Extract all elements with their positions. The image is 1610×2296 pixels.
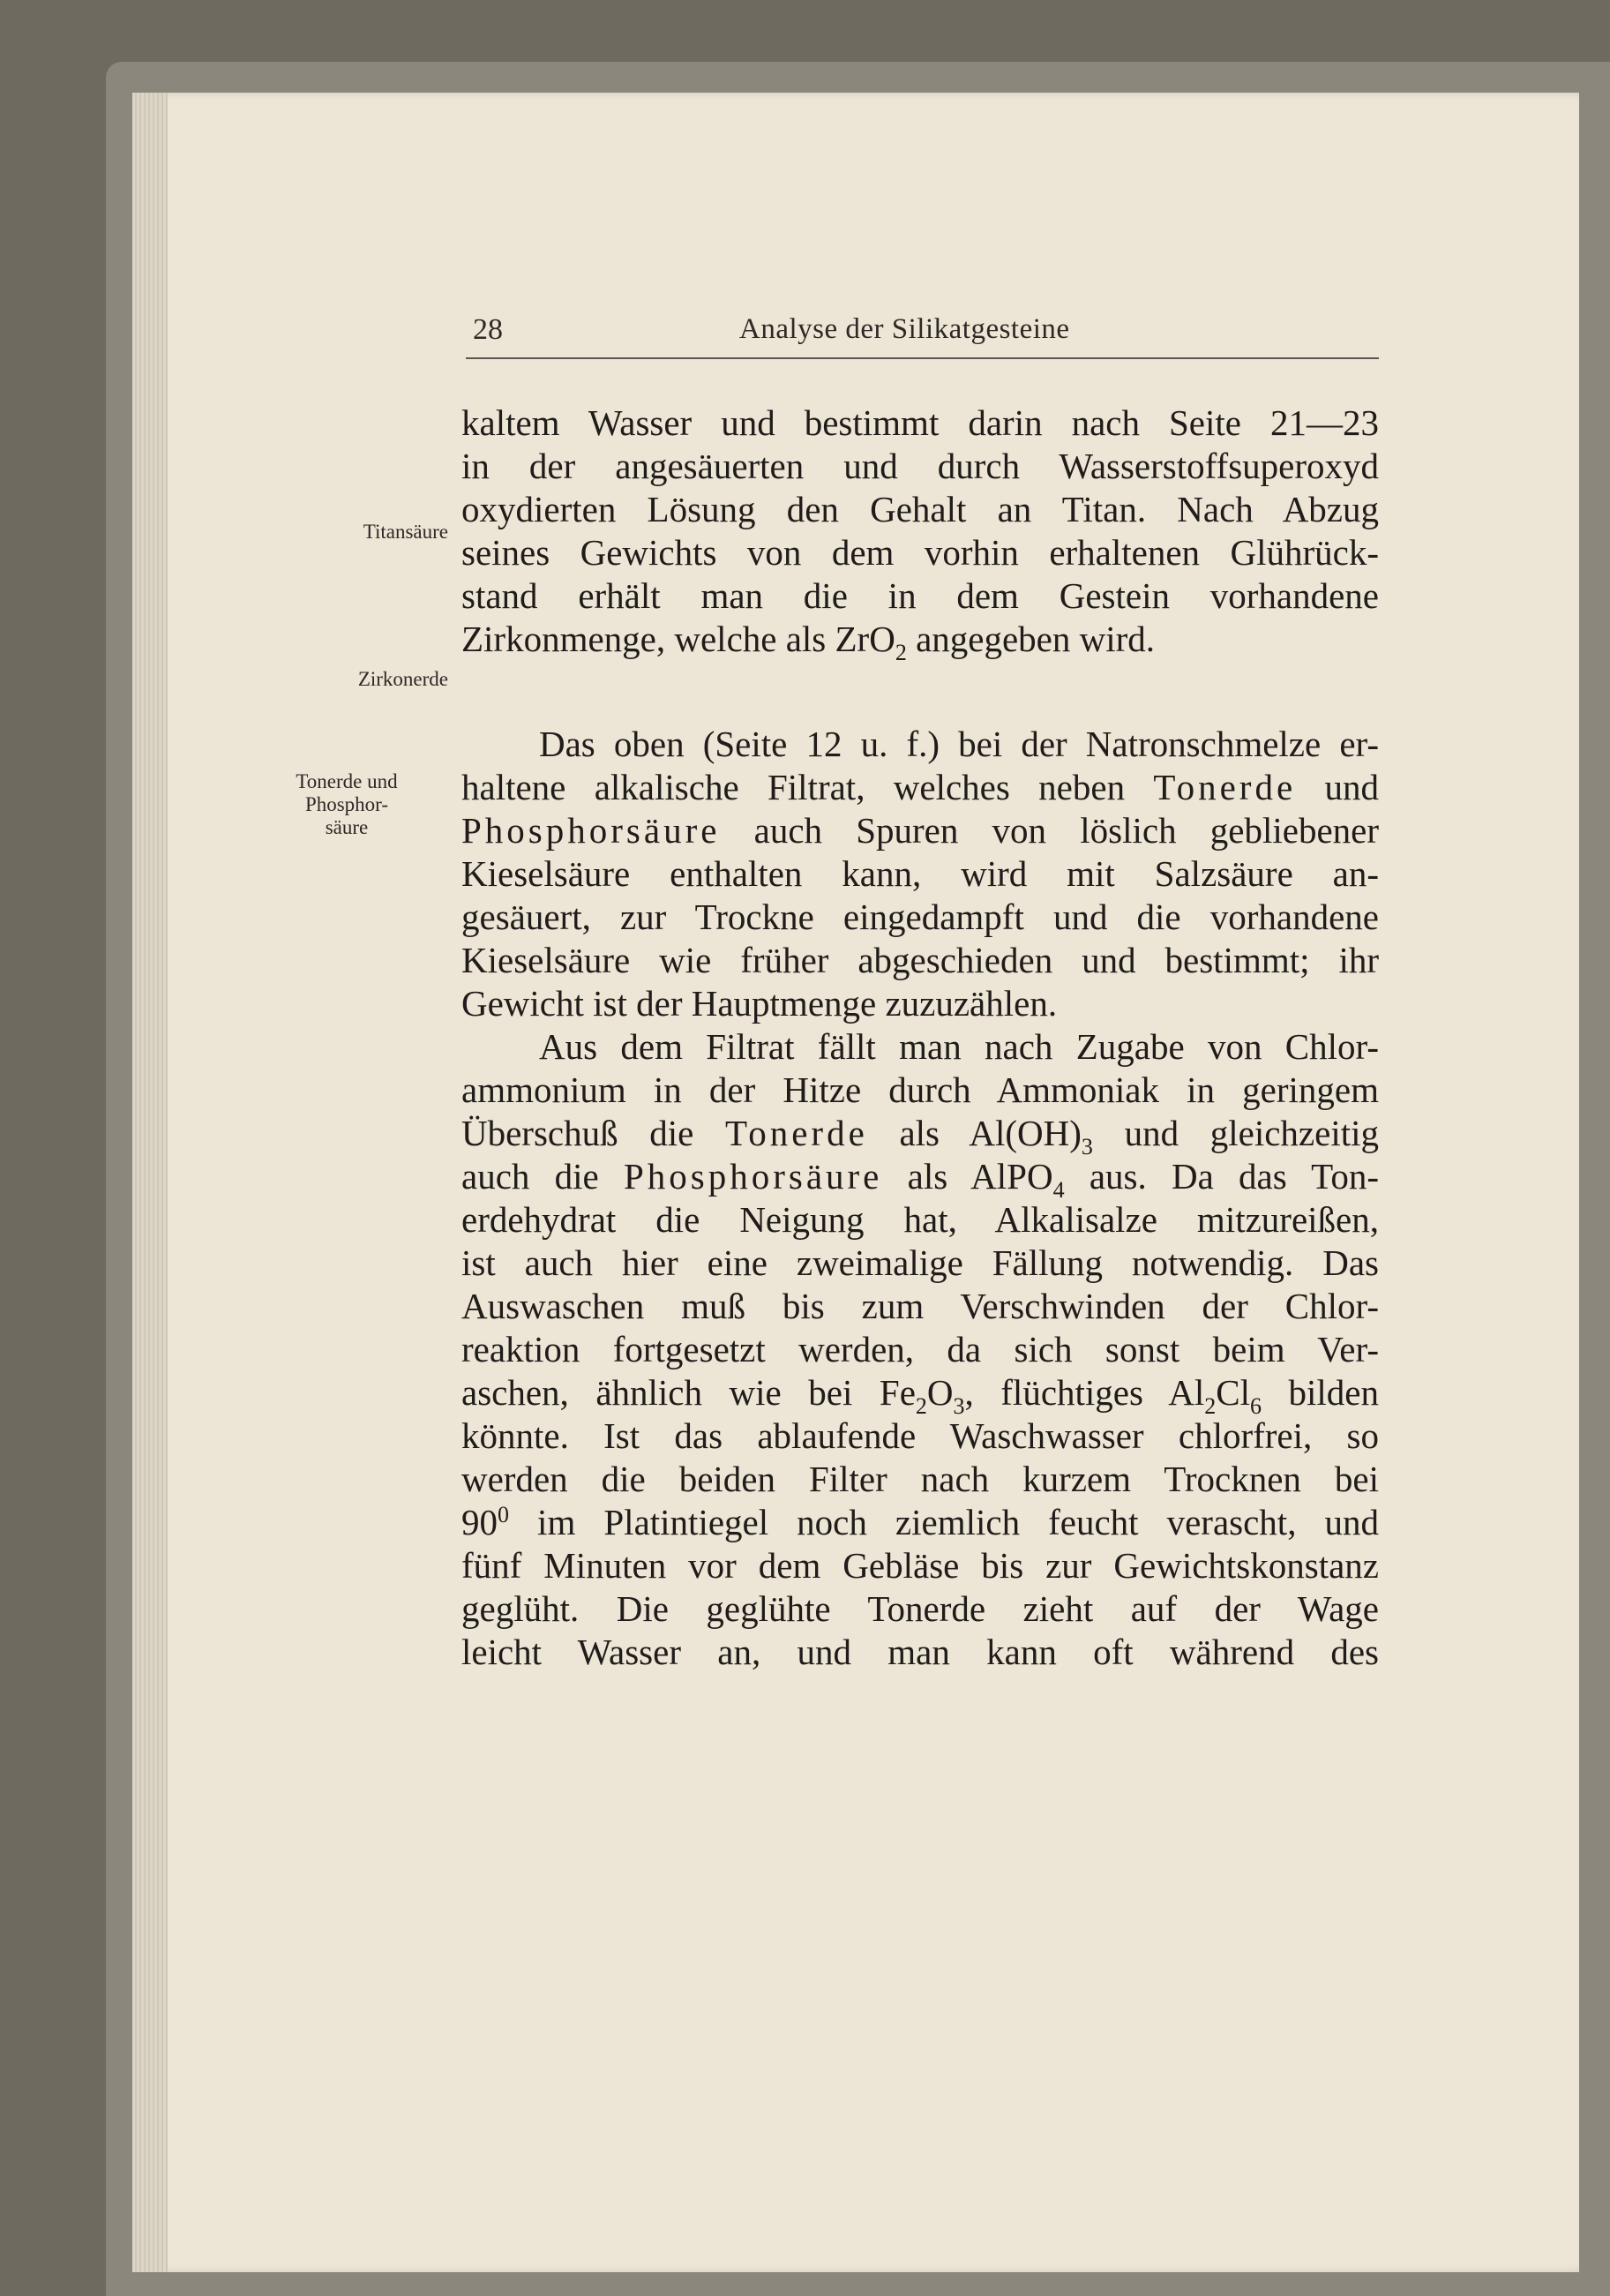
text-line: oxydierten Lösung den Gehalt an Titan. Nach Abzug (461, 489, 1379, 529)
text-run: als Al(OH) (867, 1113, 1082, 1153)
text-run: aschen, ähnlich wie bei Fe (461, 1372, 916, 1413)
spaced-term: Tonerde (1153, 767, 1297, 807)
text-line: könnte. Ist das ablaufende Waschwasser chlorfrei, so (461, 1415, 1379, 1456)
margin-note-tonerde-line: Tonerde und (296, 770, 398, 792)
text-line: Das oben (Seite 12 u. f.) bei der Natronschmelze er- (539, 724, 1379, 764)
text-line: geglüht. Die geglühte Tonerde zieht auf der Wage (461, 1588, 1379, 1629)
text-line: Kieselsäure enthalten kann, wird mit Salzsäure an- (461, 853, 1379, 894)
text-line: Aus dem Filtrat fällt man nach Zugabe von Chlor- (539, 1026, 1379, 1067)
text-run: aus. Da das Ton- (1064, 1156, 1379, 1197)
paragraph-gap (461, 661, 1379, 723)
margin-note-zirkonerde: Zirkonerde (357, 668, 448, 690)
text-line (461, 1501, 1379, 1544)
subscript: 2 (895, 640, 907, 665)
text-run: angegeben wird. (906, 619, 1156, 659)
page-edges (132, 93, 168, 2272)
text-run: Überschuß die (461, 1113, 726, 1153)
text-run: als AlPO (882, 1156, 1053, 1197)
text-line: kaltem Wasser und bestimmt darin nach Seite 21—23 (461, 402, 1379, 443)
subscript: 3 (1081, 1134, 1093, 1159)
text-run: auch die (461, 1156, 624, 1197)
text-run: , flüchtiges Al (964, 1372, 1205, 1413)
text-run: und (1296, 767, 1379, 807)
margin-note-tonerde-line: Phosphor- (304, 793, 389, 815)
text-line: reaktion fortgesetzt werden, da sich sonst beim Ver- (461, 1329, 1379, 1369)
text-line: gesäuert, zur Trockne eingedampft und die vorhandene (461, 897, 1379, 937)
spaced-term: Phosphorsäure (623, 1156, 883, 1197)
body-text (461, 401, 1379, 1674)
text-line (461, 1155, 1379, 1203)
text-line (461, 1371, 1379, 1419)
text-line: in der angesäuerten und durch Wasserstoffsuperoxyd (461, 446, 1379, 486)
text-line: ammonium in der Hitze durch Ammoniak in geringem (461, 1069, 1379, 1110)
text-run: und gleichzeitig (1092, 1113, 1380, 1153)
text-line: erdehydrat die Neigung hat, Alkalisalze mitzureißen, (461, 1199, 1379, 1240)
text-run: haltene alkalische Filtrat, welches neben (461, 767, 1154, 807)
page-header (466, 303, 1379, 359)
text-line: seines Gewichts von dem vorhin erhaltenen Glührück- (461, 532, 1379, 573)
margin-note-tonerde (272, 770, 422, 839)
text-run: 90 (461, 1502, 498, 1542)
text-line (461, 1112, 1380, 1159)
text-line: Gewicht ist der Hauptmenge zuzuzählen. (461, 983, 1058, 1024)
superscript: 0 (498, 1502, 509, 1527)
text-run: O (926, 1372, 954, 1413)
text-line: fünf Minuten vor dem Gebläse bis zur Gewichtskonstanz (461, 1545, 1379, 1586)
text-line: werden die beiden Filter nach kurzem Trocknen bei (461, 1459, 1379, 1499)
text-line: leicht Wasser an, und man kann oft während des (461, 1632, 1379, 1672)
subscript: 2 (915, 1393, 927, 1419)
running-title: Analyse der Silikatgesteine (739, 313, 1070, 345)
text-line: ist auch hier eine zweimalige Fällung notwendig. Das (461, 1242, 1379, 1283)
spaced-term: Tonerde (725, 1113, 868, 1153)
subscript: 3 (953, 1393, 965, 1419)
text-line (461, 809, 1379, 852)
subscript: 4 (1052, 1177, 1065, 1203)
spaced-term: Phosphorsäure (461, 810, 721, 851)
text-run: Zirkonmenge, welche als ZrO (461, 619, 895, 659)
text-line: Kieselsäure wie früher abgeschieden und bestimmt; ihr (461, 940, 1379, 980)
text-line: stand erhält man die in dem Gestein vorhandene (461, 575, 1379, 616)
text-run: Cl (1216, 1372, 1250, 1413)
text-run: bilden (1261, 1372, 1379, 1413)
text-run: im Platintiegel noch ziemlich feucht verascht, und (509, 1502, 1379, 1542)
subscript: 2 (1204, 1393, 1217, 1419)
text-line (461, 766, 1379, 809)
text-line (461, 618, 1379, 665)
text-run: auch Spuren von löslich gebliebener (720, 810, 1379, 851)
text-line: Auswaschen muß bis zum Verschwinden der Chlor- (461, 1286, 1379, 1326)
margin-note-tonerde-line: säure (325, 816, 369, 838)
page-number: 28 (473, 313, 503, 346)
margin-note-titansaeure: Titansäure (363, 521, 448, 543)
subscript: 6 (1249, 1393, 1262, 1419)
